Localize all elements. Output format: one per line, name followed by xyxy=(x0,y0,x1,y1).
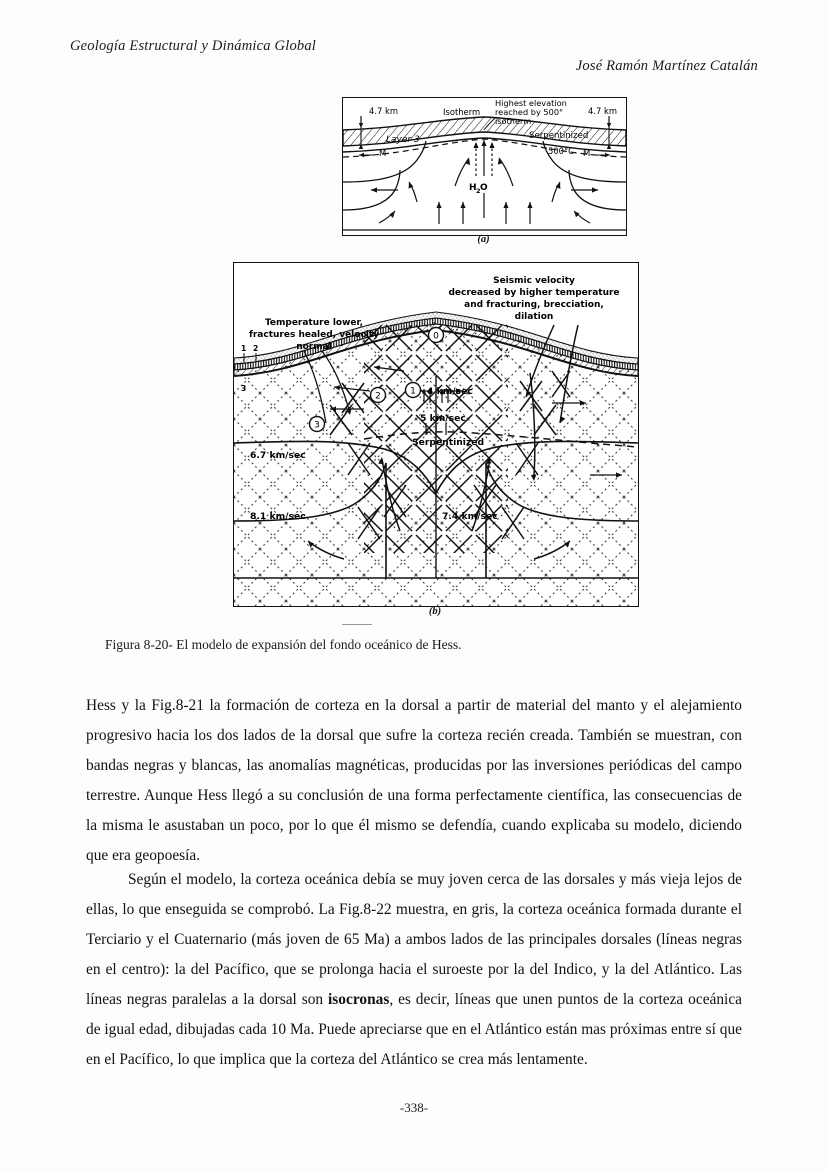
label-temp-3: normal xyxy=(296,342,332,352)
label-reached-by: reached by 500° xyxy=(495,107,564,117)
figure-divider-rule xyxy=(342,624,372,625)
label-isotherm-top: Isotherm xyxy=(443,107,481,117)
label-seismic-4: dilation xyxy=(514,312,554,322)
label-seismic-1: Seismic velocity xyxy=(493,276,575,286)
label-circle-3: 3 xyxy=(314,420,320,431)
label-circle-0: 0 xyxy=(433,331,439,342)
label-serpentinized-b: Serpentinized xyxy=(412,437,485,448)
paragraph-1: Hess y la Fig.8-21 la formación de corteza en la dorsal a partir de material del manto y el alejamiento progresivo hacia los dos lados de la dorsal que sufre la corteza recién creada. También se muestran, con bandas negras y blancas, las anomalías magnéticas, producidas por las inversiones periódicas del campo terrestre. Aunque Hess llegó a su conclusión de una forma perfectamente científica, las consecuencias de la misma le asustaban un poco, por lo que él mismo se defendía, cuando explicaba su modelo, diciendo que era geopoesía. xyxy=(86,697,742,865)
label-depth-right: 4.7 km xyxy=(588,106,617,116)
paragraph-2-part-a: Según el modelo, la corteza oceánica debía se muy joven cerca de las dorsales y más vieja lejos de ellas, lo que enseguida se comprobó. La Fig.8-22 muestra, en gris, la corteza oceánica formada durante el Terciario y el Cuaternario (más joven de 65 Ma) a ambos lados de las principales dorsales (líneas negras en el centro): la del Pacífico, que se prolonga hacia el suroeste por la del Indico, y la del Atlántico. Las líneas negras paralelas a la dorsal son xyxy=(86,871,742,1009)
label-layer-1: 1 xyxy=(241,344,247,353)
label-layer-3: Layer 3 xyxy=(386,135,420,145)
label-velocity-4: 4 km/sec xyxy=(427,386,473,397)
label-velocity-74: 7.4 km/sec xyxy=(442,511,498,522)
figure-b-drawing xyxy=(234,263,638,606)
paragraph-2 xyxy=(86,865,742,1075)
label-500c: 500°C xyxy=(548,146,575,156)
label-isotherm-word: isotherm xyxy=(495,116,532,126)
label-velocity-67: 6.7 km/sec xyxy=(250,450,306,461)
label-depth-left: 4.7 km xyxy=(369,106,398,116)
label-temp-1: Temperature lower, xyxy=(264,318,364,328)
label-seismic-3: and fracturing, brecciation, xyxy=(464,300,604,310)
figure-8-20-panel-a xyxy=(342,97,627,236)
paragraph-2-part-b: , es decir, líneas que unen puntos de la corteza oceánica de igual edad, dibujadas cada 10 Ma. Puede apreciarse que en el Atlántico están mas próximas entre sí que en el Pacífico, lo que implica que la corteza del Atlántico se crea más lentamente. xyxy=(86,991,742,1069)
figure-a-drawing xyxy=(343,98,626,235)
header-author: José Ramón Martínez Catalán xyxy=(575,58,758,74)
label-moho-right: M xyxy=(583,148,591,158)
label-serpentinized-a: Serpentinized xyxy=(529,131,589,141)
figure-caption: Figura 8-20- El modelo de expansión del fondo oceánico de Hess. xyxy=(105,637,462,652)
page-number: -338- xyxy=(399,1100,429,1115)
label-velocity-5: 5 km/sec xyxy=(420,413,466,424)
label-moho-left: M xyxy=(379,148,387,158)
label-temp-2: fractures healed, velocity xyxy=(248,330,380,340)
figure-a-panel-label: (a) xyxy=(477,234,490,245)
label-circle-2: 2 xyxy=(375,391,381,402)
label-velocity-81: 8.1 km/sec xyxy=(250,511,306,522)
label-h2o-o: O xyxy=(480,183,488,193)
label-layer-3b: 3 xyxy=(241,384,247,393)
label-seismic-2: decreased by higher temperature xyxy=(448,288,620,298)
label-highest-elevation: Highest elevation xyxy=(495,98,567,108)
label-h2o-sub: 2 xyxy=(476,187,481,195)
figure-b-panel-label: (b) xyxy=(428,606,442,617)
header-book-title: Geología Estructural y Dinámica Global xyxy=(70,38,317,54)
label-h2o-h: H xyxy=(469,183,477,193)
label-layer-2: 2 xyxy=(253,344,259,353)
label-circle-1: 1 xyxy=(410,386,416,397)
figure-8-20-panel-b xyxy=(233,262,639,607)
paragraph-2-bold-term: isocronas xyxy=(328,991,390,1009)
